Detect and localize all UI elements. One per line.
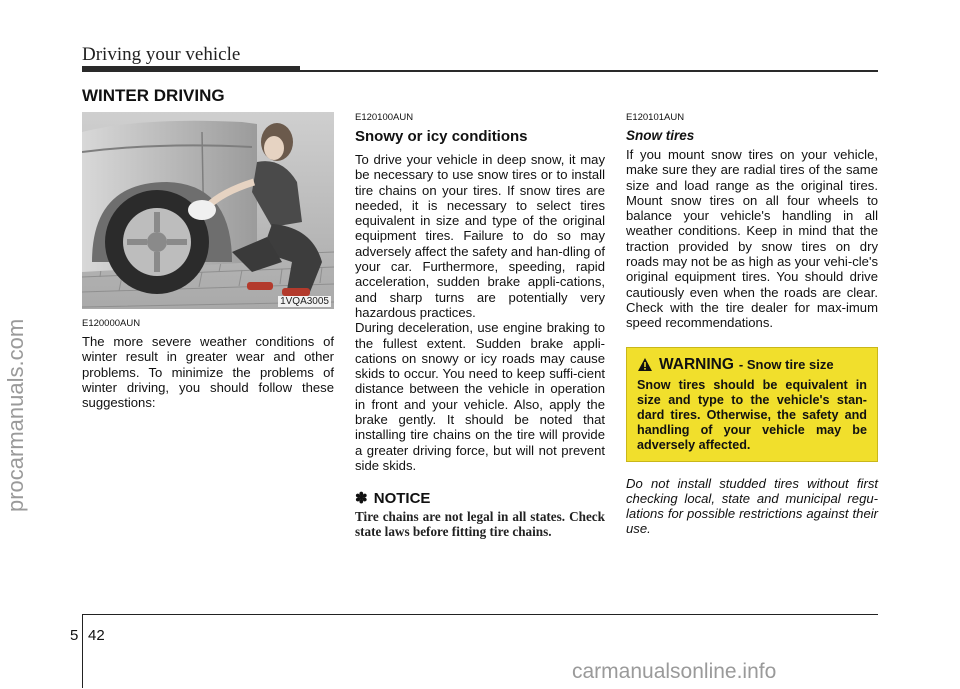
section-code: E120000AUN (82, 318, 141, 329)
column-right (626, 112, 878, 537)
header-rule (300, 70, 878, 72)
section-code: E120100AUN (355, 112, 414, 123)
watermark-bottom: carmanualsonline.info (572, 660, 777, 683)
chapter-title: Driving your vehicle (82, 44, 241, 65)
warning-label: WARNING (659, 355, 734, 373)
footer-divider (82, 614, 83, 688)
warning-header (637, 356, 867, 374)
page-number: 42 (88, 627, 105, 644)
notice-icon: ✽ (355, 490, 368, 508)
warning-subject: - Snow tire size (738, 357, 834, 373)
chapter-number: 5 (70, 627, 79, 644)
footer-rule (82, 614, 878, 615)
subheading-snow-tires: Snow tires (626, 128, 695, 143)
paragraph-studded-tires: Do not install studded tires without first checking local, state and municipal regu-lations for possible restrictions against their use. (626, 475, 878, 537)
figure-snow-tire-chains (82, 112, 334, 309)
column-middle (355, 112, 605, 539)
paragraph-deceleration: During deceleration, use engine braking to the fullest extent. Sudden brake appli-cations on snowy or icy roads may cause skids to occur. You need to keep suffi-cient distance between the vehicle in operation in front and your vehicle. Also, apply the brake gently. It should be noted that installing tire chains on the tire will provide a greater driving force, but will not prevent side skids. (355, 320, 605, 473)
notice-text: Tire chains are not legal in all states. Check state laws before fitting tire chains. (355, 509, 605, 540)
notice-heading (355, 489, 605, 507)
column-left (82, 112, 334, 410)
paragraph-deep-snow: To drive your vehicle in deep snow, it may be necessary to use snow tires or to install tire chains on your tires. If snow tires are needed, it is necessary to select tires equivalent in size and type of the original equipment tires. Failure to do so may adversely affect the safety and han-dling of your car. Furthermore, speeding, rapid acceleration, sudden brake appli-cations, and sharp turns are potentially very hazardous practices. (355, 152, 605, 320)
warning-text: Snow tires should be equivalent in size and type to the vehicle's stan-dard tires. Otherwise, the safety and handling of your vehicle may be adversely affected. (637, 377, 867, 452)
header-bar (82, 66, 300, 72)
figure-code: 1VQA3005 (280, 296, 329, 307)
section-code: E120101AUN (626, 112, 685, 123)
illustration-woman-tire (82, 112, 334, 309)
notice-label: NOTICE (373, 490, 431, 508)
warning-triangle-icon (637, 357, 653, 372)
intro-paragraph: The more severe weather conditions of winter result in greater wear and other problems. To minimize the problems of winter driving, you should follow these suggestions: (82, 334, 334, 411)
subheading-snowy-icy: Snowy or icy conditions (355, 128, 528, 145)
section-heading: WINTER DRIVING (82, 86, 225, 105)
paragraph-snow-tires: If you mount snow tires on your vehicle, make sure they are radial tires of the same size and load range as the original tires. Mount snow tires on all four wheels to balance your vehicle's handling in all weather conditions. Keep in mind that the traction provided by snow tires on dry roads may not be as high as your vehi-cle's original equipment tires. You should drive cautiously even when the roads are clear. Check with the tire dealer for max-imum speed recommendations. (626, 147, 878, 331)
warning-box (626, 347, 878, 462)
